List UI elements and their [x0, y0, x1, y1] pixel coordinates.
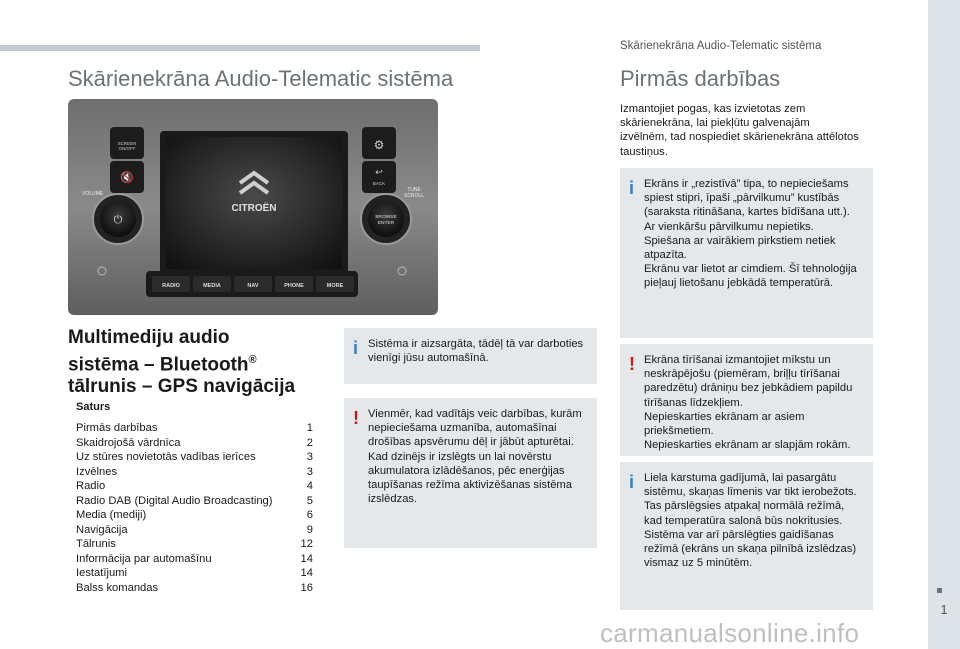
- svg-text:BROWSE: BROWSE: [375, 215, 397, 220]
- page-marker-dot: [937, 588, 942, 593]
- svg-text:ON/OFF: ON/OFF: [118, 146, 136, 151]
- svg-text:MEDIA: MEDIA: [203, 283, 221, 289]
- info-box-protection: i Sistēma ir aizsargāta, tādēļ tā var darboties vienīgi jūsu automašīnā.: [344, 328, 597, 384]
- toc-row[interactable]: Informācija par automašīnu 14: [76, 552, 313, 565]
- brand-logo-text: CITROËN: [231, 203, 277, 214]
- table-of-contents: [76, 421, 313, 595]
- warning-box-cleaning: ! Ekrāna tīrīšanai izmantojiet mīkstu un neskrāpējošu (piemēram, briļļu tīrīšanai paredzētu) drāniņu bez jebkādiem papildu tīrīšanas līdzekļiem. Nepieskarties ekrānam ar asiem priekšmetiem. Nepieskarties ekrānam ar slapjām rokām.: [620, 344, 873, 456]
- svg-text:BACK: BACK: [372, 181, 386, 186]
- intro-paragraph: Izmantojiet pogas, kas izvietotas zem skārienekrāna, lai piekļūtu galvenajām izvēlnēm, tad nospiediet skārienekrāna attēlotos taustiņus.: [620, 103, 859, 158]
- toc-row[interactable]: Izvēlnes 3: [76, 465, 313, 478]
- svg-text:SCREEN: SCREEN: [117, 141, 137, 146]
- head-unit-image: [68, 99, 438, 315]
- info-box-resistive-screen: i Ekrāns ir „rezistīvā” tipa, to nepieciešams spiest stipri, īpaši „pārvilkumu” kustībās (saraksta ritināšana, kartes bīdīšana utt.). Ar vienkāršu pārvilkumu nepietiks. Spiešana ar vairākiem pirkstiem netiek atpazīta. Ekrānu var lietot ar cimdiem. Šī tehnoloģija pieļauj lietošanu jebkādā temperatūrā.: [620, 168, 873, 338]
- page-number: 1: [940, 602, 948, 617]
- svg-text:VOLUME: VOLUME: [82, 191, 104, 197]
- info-box-heat: i Liela karstuma gadījumā, lai pasargātu sistēmu, skaņas līmenis var tikt ierobežots. Tas pārslēgsies atpakaļ normālā režīmā, kad temperatūra salonā būs nokritusies. Sistēma var arī pārslēgties gaidīšanas režīmā (ekrāns un skaņa pilnībā izslēdzas) vismaz uz 5 minūtēm.: [620, 462, 873, 610]
- svg-text:SCROLL: SCROLL: [403, 193, 425, 199]
- section-title-first-steps: Pirmās darbības: [620, 66, 781, 91]
- warning-icon: !: [353, 408, 359, 428]
- svg-text:⚙: ⚙: [373, 138, 385, 152]
- toc-row[interactable]: Radio 4: [76, 480, 313, 492]
- svg-text:TUNE: TUNE: [407, 187, 421, 193]
- header-rule: [0, 45, 480, 51]
- page-title: Skārienekrāna Audio-Telematic sistēma: [68, 66, 454, 91]
- svg-text:↩: ↩: [375, 168, 383, 178]
- toc-row[interactable]: Media (mediji) 6: [76, 509, 313, 521]
- toc-row[interactable]: Tālrunis 12: [76, 538, 313, 550]
- svg-text:RADIO: RADIO: [162, 283, 180, 289]
- info-icon: i: [629, 472, 635, 492]
- toc-row[interactable]: Navigācija 9: [76, 523, 313, 536]
- toc-row[interactable]: Radio DAB (Digital Audio Broadcasting) 5: [76, 494, 313, 507]
- svg-text:MORE: MORE: [326, 283, 344, 289]
- warning-icon: !: [629, 354, 635, 374]
- svg-text:⏻: ⏻: [113, 213, 123, 226]
- running-header: Skārienekrāna Audio-Telematic sistēma: [620, 40, 822, 52]
- toc-row[interactable]: Iestatījumi 14: [76, 567, 313, 579]
- info-icon: i: [353, 338, 359, 358]
- toc-row[interactable]: Balss komandas 16: [76, 581, 313, 594]
- info-icon: i: [629, 178, 635, 198]
- side-strip: [928, 0, 960, 649]
- watermark: carmanualsonline.info: [600, 618, 860, 648]
- toc-heading: Saturs: [76, 401, 111, 413]
- warning-box-driver: ! Vienmēr, kad vadītājs veic darbības, kurām nepieciešama uzmanība, automašīnai drošības apsvērumu dēļ ir jābūt apturētai. Kad dzinējs ir izslēgts un lai novērstu akumulatora izlādēšanos, pēc enerģijas taupīšanas režīma aktivizēšanas sistēma izslēdzas.: [344, 398, 597, 548]
- toc-row[interactable]: Skaidrojošā vārdnīca 2: [76, 436, 313, 449]
- toc-row[interactable]: Uz stūres novietotās vadības ierīces 3: [76, 451, 313, 463]
- svg-text:ENTER: ENTER: [377, 221, 395, 226]
- svg-text:🔇: 🔇: [120, 171, 134, 184]
- system-subtitle: Multimediju audio sistēma – Bluetooth® tālrunis – GPS navigācija: [68, 327, 296, 398]
- toc-row[interactable]: Pirmās darbības 1: [76, 422, 313, 434]
- svg-text:NAV: NAV: [247, 283, 259, 289]
- svg-text:PHONE: PHONE: [284, 283, 304, 289]
